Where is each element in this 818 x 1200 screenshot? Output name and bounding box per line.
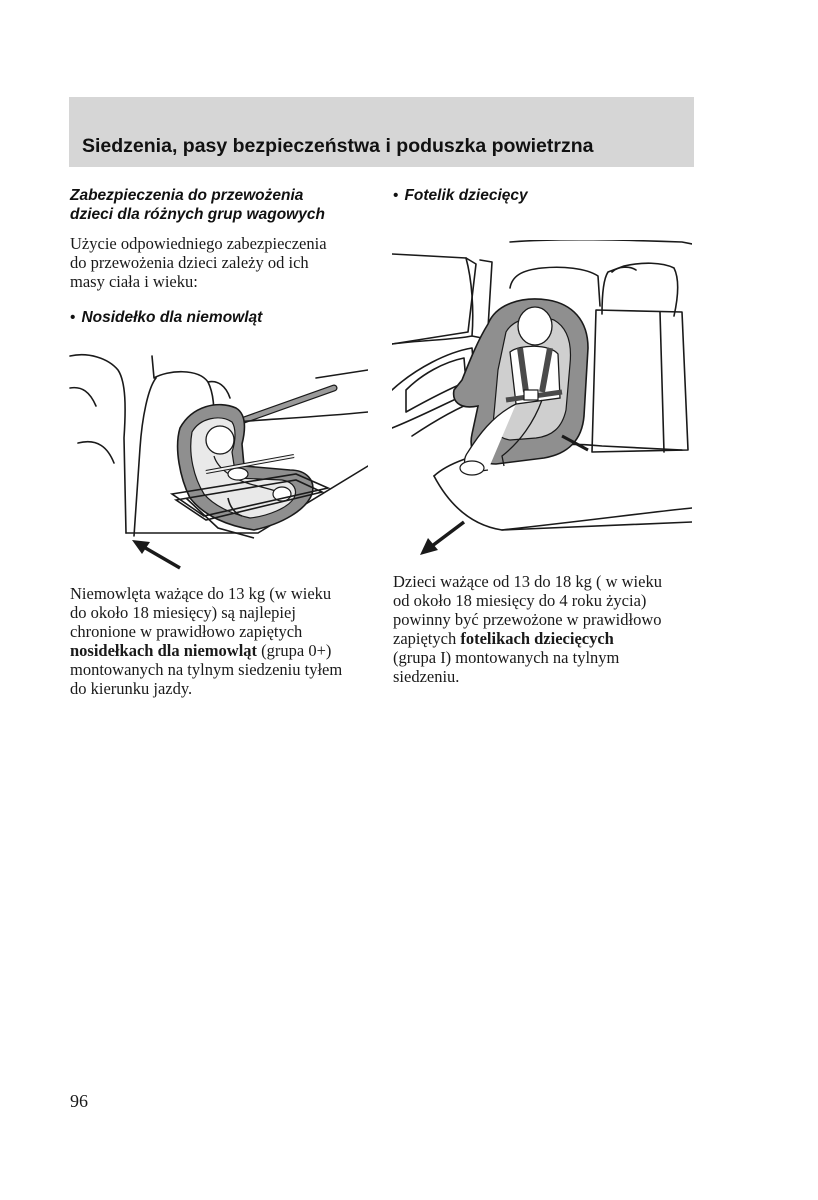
page-number: 96 bbox=[70, 1091, 88, 1111]
subheading: Zabezpieczenia do przewożenia dzieci dla różnych grup wagowych bbox=[70, 187, 325, 223]
child-seat-term: fotelikach dziecięcych bbox=[460, 629, 614, 648]
child-seat-description: Dzieci ważące od 13 do 18 kg ( w wieku od około 18 miesięcy do 4 roku życia) powinny być przewożone w prawidłowo zapiętych fotelikach dziecięcych (grupa I) montowanych na tylnym siedzeniu. bbox=[393, 572, 662, 686]
bullet-dot: • bbox=[393, 187, 399, 204]
section-title: Siedzenia, pasy bezpieczeństwa i poduszka powietrzna bbox=[82, 135, 594, 157]
intro-paragraph: Użycie odpowiedniego zabezpieczenia do przewożenia dzieci zależy od ich masy ciała i wieku: bbox=[70, 234, 327, 291]
bullet-infant-carrier: • Nosidełko dla niemowląt bbox=[70, 309, 263, 326]
infant-description: Niemowlęta ważące do 13 kg (w wieku do około 18 miesięcy) są najlepiej chronione w prawidłowo zapiętych nosidełkach dla niemowląt (grupa 0+) montowanych na tylnym siedzeniu tyłem do kierunku jazdy. bbox=[70, 584, 343, 698]
infant-carrier-term: nosidełkach dla niemowląt bbox=[70, 641, 258, 660]
bullet-dot: • bbox=[70, 309, 76, 326]
infant-carrier-illustration bbox=[68, 348, 368, 580]
section-header bbox=[69, 97, 694, 167]
child-seat-illustration bbox=[392, 240, 692, 570]
bullet-child-seat: • Fotelik dziecięcy bbox=[393, 187, 528, 204]
